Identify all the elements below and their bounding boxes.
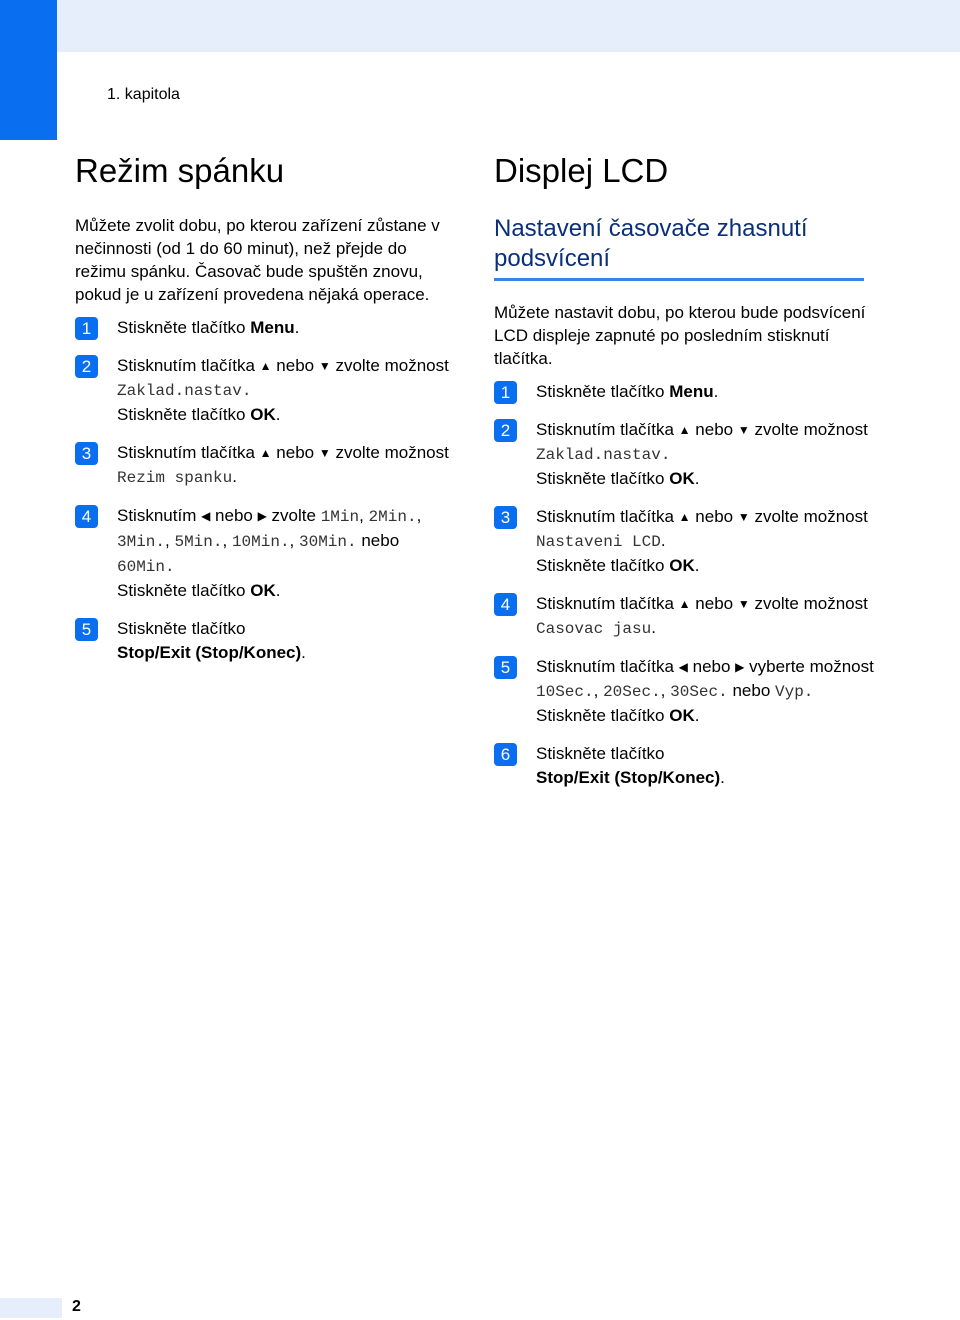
step-text: , [593, 681, 604, 700]
step-4 [75, 504, 455, 603]
step-text: Stiskněte tlačítko [536, 469, 670, 488]
key-name: OK [669, 556, 695, 575]
menu-option: Nastaveni LCD [536, 533, 661, 551]
step-text: nebo [271, 356, 319, 375]
step-number: 4 [75, 505, 98, 528]
step-text: Stisknutím tlačítka [536, 420, 679, 439]
up-arrow-icon: ▲ [678, 423, 691, 437]
step-text: zvolte možnost [330, 356, 449, 375]
step-text: zvolte [266, 506, 321, 525]
step-number: 1 [494, 381, 517, 404]
menu-option: Zaklad.nastav. [117, 382, 252, 400]
step-text: . [720, 768, 725, 787]
step-number: 4 [494, 593, 517, 616]
menu-option: 3Min. [117, 533, 166, 551]
step-3 [75, 441, 455, 490]
step-text: Stiskněte tlačítko [536, 706, 670, 725]
down-arrow-icon: ▼ [318, 446, 331, 460]
step-text: , [222, 531, 232, 550]
step-text: . [694, 706, 700, 725]
section-title-lcd: Displej LCD [494, 152, 669, 189]
right-arrow-icon: ▶ [257, 509, 267, 523]
step-text: , [359, 506, 369, 525]
step-text: nebo [356, 531, 400, 550]
up-arrow-icon: ▲ [259, 446, 272, 460]
key-name: OK [669, 706, 695, 725]
step-text: , [165, 531, 175, 550]
step-text: nebo [690, 420, 738, 439]
menu-option: 20Sec. [603, 683, 661, 701]
step-text: zvolte možnost [749, 420, 868, 439]
key-name: OK [669, 469, 695, 488]
menu-option: 5Min. [174, 533, 223, 551]
step-text: zvolte možnost [330, 443, 449, 462]
step-text: Stisknutím tlačítka [536, 594, 679, 613]
step-text: Stiskněte tlačítko [117, 619, 246, 638]
step-2 [75, 354, 455, 427]
footer-band [0, 1298, 62, 1318]
left-arrow-icon: ◀ [678, 660, 688, 674]
section-title-sleep: Režim spánku [75, 152, 285, 189]
up-arrow-icon: ▲ [678, 597, 691, 611]
right-column [494, 150, 874, 804]
left-arrow-icon: ◀ [201, 509, 211, 523]
step-text: nebo [271, 443, 319, 462]
step-number: 2 [75, 355, 98, 378]
step-text: . [301, 643, 306, 662]
step-text: . [275, 405, 281, 424]
step-text: . [294, 318, 300, 337]
step-text: Stiskněte tlačítko [536, 744, 665, 763]
right-arrow-icon: ▶ [735, 660, 745, 674]
up-arrow-icon: ▲ [259, 359, 272, 373]
step-number: 5 [494, 656, 517, 679]
step-number: 1 [75, 317, 98, 340]
step-text: Stisknutím tlačítka [117, 443, 260, 462]
step-text: Stisknutím [117, 506, 202, 525]
page-number: 2 [72, 1298, 81, 1315]
step-number: 3 [494, 506, 517, 529]
step-text: nebo [727, 681, 775, 700]
step-text: zvolte možnost [749, 507, 868, 526]
down-arrow-icon: ▼ [318, 359, 331, 373]
step-text: , [289, 531, 299, 550]
intro-sleep: Můžete zvolit dobu, po kterou zařízení zůstane v nečinnosti (od 1 do 60 minut), než přejde do režimu spánku. Časovač bude spuštěn znovu, pokud je u zařízení provedena nějaká operace. [75, 216, 440, 304]
step-1 [75, 316, 455, 340]
step-number: 3 [75, 442, 98, 465]
step-text: Stiskněte tlačítko [536, 556, 670, 575]
step-2 [494, 418, 874, 491]
key-name: Menu [669, 382, 714, 401]
step-text: nebo [210, 506, 258, 525]
step-4 [494, 592, 874, 641]
intro-backlight: Můžete nastavit dobu, po kterou bude podsvícení LCD displeje zapnuté po posledním stisknutí tlačítka. [494, 303, 866, 368]
step-text: Stiskněte tlačítko [117, 581, 251, 600]
key-name: Stop/Exit (Stop/Konec) [536, 768, 721, 787]
step-text: zvolte možnost [749, 594, 868, 613]
step-text: nebo [687, 657, 736, 676]
step-text: Stisknutím tlačítka [536, 657, 679, 676]
step-text: nebo [690, 507, 738, 526]
step-text: Stisknutím tlačítka [536, 507, 679, 526]
down-arrow-icon: ▼ [737, 423, 750, 437]
menu-option: 2Min. [368, 508, 417, 526]
menu-option: 30Min. [299, 533, 357, 551]
step-text: Stiskněte tlačítko [117, 318, 251, 337]
menu-option: 10Sec. [536, 683, 594, 701]
step-text: . [232, 467, 237, 486]
step-text: Stisknutím tlačítka [117, 356, 260, 375]
header-band [0, 0, 960, 52]
step-5 [494, 655, 874, 728]
menu-option: Casovac jasu [536, 620, 652, 638]
step-6 [494, 742, 874, 790]
up-arrow-icon: ▲ [678, 510, 691, 524]
step-number: 6 [494, 743, 517, 766]
left-column [75, 150, 455, 679]
chapter-tab [0, 0, 57, 140]
step-number: 5 [75, 618, 98, 641]
menu-option: Vyp. [775, 683, 814, 701]
key-name: OK [250, 405, 276, 424]
step-1 [494, 380, 874, 404]
step-text: vyberte možnost [744, 657, 874, 676]
step-text: nebo [690, 594, 738, 613]
key-name: OK [250, 581, 276, 600]
step-text: . [694, 556, 700, 575]
key-name: Menu [250, 318, 295, 337]
menu-option: 30Sec. [670, 683, 728, 701]
step-text: . [694, 469, 700, 488]
step-3 [494, 505, 874, 578]
step-text: . [660, 531, 666, 550]
step-text: . [651, 618, 656, 637]
menu-option: 60Min. [117, 558, 175, 576]
down-arrow-icon: ▼ [737, 510, 750, 524]
subsection-title-backlight: Nastavení časovače zhasnutí podsvícení [494, 214, 864, 281]
key-name: Stop/Exit (Stop/Konec) [117, 643, 302, 662]
step-5 [75, 617, 455, 665]
menu-option: Rezim spanku [117, 469, 233, 487]
down-arrow-icon: ▼ [737, 597, 750, 611]
step-text: . [275, 581, 281, 600]
menu-option: 10Min. [231, 533, 290, 551]
chapter-label: 1. kapitola [107, 86, 180, 103]
step-number: 2 [494, 419, 517, 442]
step-text: Stiskněte tlačítko [536, 382, 670, 401]
step-text: . [713, 382, 719, 401]
step-text: , [660, 681, 671, 700]
menu-option: Zaklad.nastav. [536, 446, 671, 464]
step-text: , [416, 506, 422, 525]
step-text: Stiskněte tlačítko [117, 405, 251, 424]
menu-option: 1Min [320, 508, 360, 526]
